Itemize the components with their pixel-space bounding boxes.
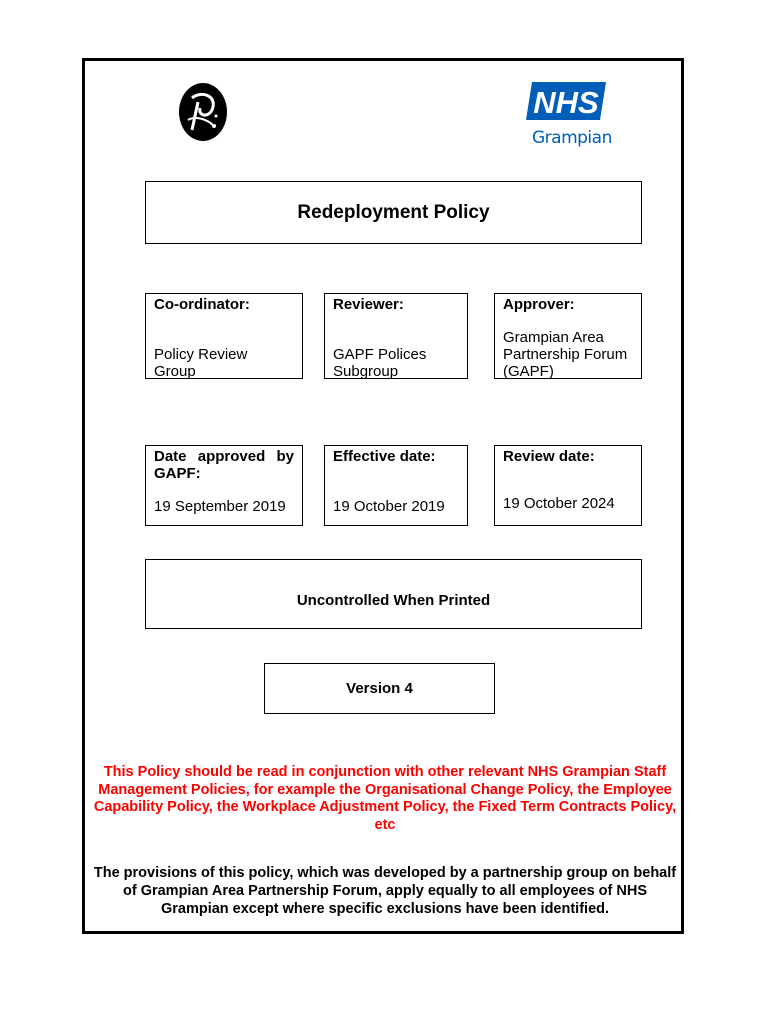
reviewer-cell bbox=[324, 293, 468, 379]
version-text: Version 4 bbox=[346, 680, 413, 697]
approver-label: Approver: bbox=[503, 296, 575, 313]
nhs-lozenge-icon bbox=[526, 80, 606, 122]
coordinator-label: Co-ordinator: bbox=[154, 296, 250, 313]
uncontrolled-box bbox=[145, 559, 642, 629]
approver-value: Grampian Area Partnership Forum (GAPF) bbox=[503, 329, 628, 380]
effective-date-cell bbox=[324, 445, 468, 526]
version-box bbox=[264, 663, 495, 714]
page-title: Redeployment Policy bbox=[297, 201, 490, 223]
review-date-value: 19 October 2024 bbox=[503, 495, 615, 512]
date-approved-cell bbox=[145, 445, 303, 526]
coordinator-value: Policy Review Group bbox=[154, 346, 248, 380]
reviewer-value: GAPF Polices Subgroup bbox=[333, 346, 427, 380]
effective-date-value: 19 October 2019 bbox=[333, 498, 445, 515]
reviewer-label: Reviewer: bbox=[333, 296, 404, 313]
uncontrolled-text: Uncontrolled When Printed bbox=[296, 591, 491, 609]
date-approved-label: Date approved by GAPF: bbox=[154, 448, 294, 482]
nhs-grampian-logo bbox=[526, 80, 612, 152]
date-approved-value: 19 September 2019 bbox=[154, 498, 286, 515]
policy-notice: This Policy should be read in conjunction with other relevant NHS Grampian Staff Management Policies, for example the Organisational Change Policy, the Employee Capability Policy, the Workplace Adjustment Policy, the Fixed Term Contracts Policy, etc bbox=[93, 764, 677, 833]
policy-provisions: The provisions of this policy, which was developed by a partnership group on behalf of Grampian Area Partnership Forum, apply equally to all employees of NHS Grampian except where specific exclusions have been identified. bbox=[93, 865, 677, 917]
coordinator-cell bbox=[145, 293, 303, 379]
title-box bbox=[145, 181, 642, 244]
grampian-logo-text: Grampian bbox=[532, 128, 612, 148]
review-date-label: Review date: bbox=[503, 448, 595, 465]
nhs-logo-text: NHS bbox=[533, 85, 599, 120]
effective-date-label: Effective date: bbox=[333, 448, 436, 465]
partnership-logo bbox=[178, 82, 228, 142]
review-date-cell bbox=[494, 445, 642, 526]
approver-cell bbox=[494, 293, 642, 379]
